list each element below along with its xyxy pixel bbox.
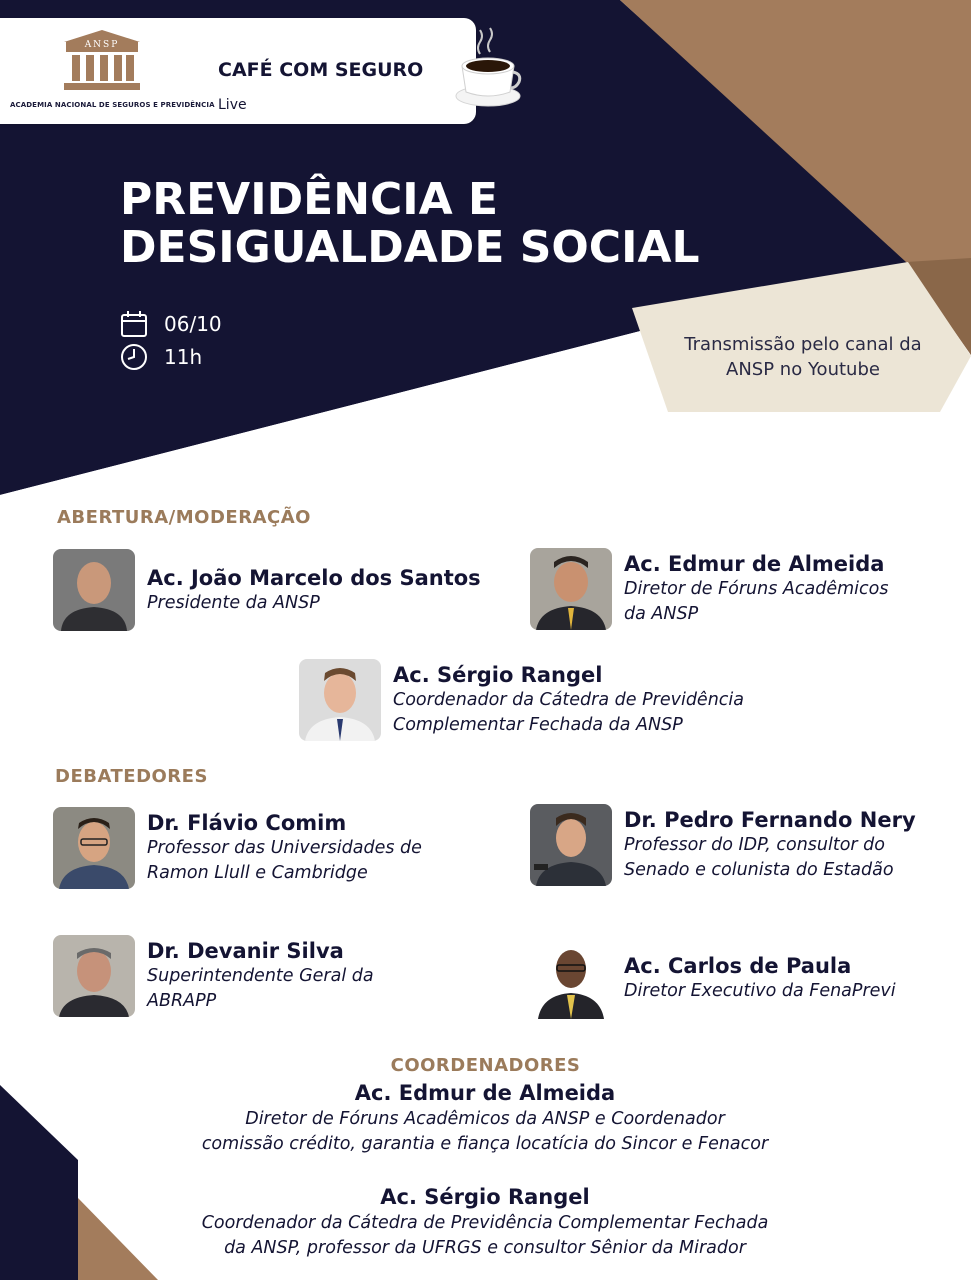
person-avatar-icon: [53, 549, 135, 631]
person-avatar-icon: [53, 935, 135, 1017]
coordinator-role-line2: comissão crédito, garantia e fiança locatícia do Sincor e Fenacor: [201, 1134, 769, 1154]
speaker-role: Superintendente Geral da: [147, 966, 374, 986]
speaker-role-line2: Complementar Fechada da ANSP: [393, 715, 683, 735]
coordinator-name: Ac. Edmur de Almeida: [354, 1081, 616, 1105]
event-title-line1: PREVIDÊNCIA E: [120, 174, 499, 225]
person-avatar-icon: [530, 548, 612, 630]
speaker-role: Diretor de Fóruns Acadêmicos: [624, 579, 889, 599]
speaker-role-line2: da ANSP: [624, 604, 699, 624]
speaker-photo: [530, 804, 612, 886]
transmission-note: Transmissão pelo canal da ANSP no Youtube: [684, 334, 922, 380]
date-row: [120, 310, 222, 338]
speaker-photo: [530, 548, 612, 630]
speaker-sergio-rangel: [299, 659, 744, 741]
section-heading-debaters: DEBATEDORES: [55, 766, 208, 787]
coordinator-role: Diretor de Fóruns Acadêmicos da ANSP e Coordenador: [245, 1109, 725, 1129]
debater-carlos-paula: [530, 937, 896, 1019]
speaker-role-line2: Ramon Llull e Cambridge: [147, 863, 368, 883]
logo-wordmark: ANSP: [84, 40, 120, 50]
speaker-role-line2: Senado e colunista do Estadão: [624, 860, 894, 880]
speaker-name: Dr. Flávio Comim: [147, 811, 347, 835]
speaker-name: Ac. Carlos de Paula: [624, 953, 852, 978]
speaker-name: Ac. Edmur de Almeida: [624, 552, 885, 576]
section-heading-opening: ABERTURA/MODERAÇÃO: [57, 507, 311, 528]
speaker-joao-marcelo: [53, 549, 481, 631]
speaker-role: Presidente da ANSP: [147, 592, 320, 613]
speaker-name: Dr. Pedro Fernando Nery: [624, 808, 916, 832]
org-name: ACADEMIA NACIONAL DE SEGUROS E PREVIDÊNCIA: [10, 101, 215, 109]
speaker-name: Ac. João Marcelo dos Santos: [147, 565, 481, 590]
speaker-photo: [53, 935, 135, 1017]
speaker-role: Professor do IDP, consultor do: [624, 835, 885, 855]
event-date: 06/10: [164, 312, 222, 336]
calendar-icon: [120, 310, 148, 338]
speaker-name: Dr. Devanir Silva: [147, 939, 344, 963]
coordinator-name: Ac. Sérgio Rangel: [380, 1185, 590, 1209]
coordinator-role-line2: da ANSP, professor da UFRGS e consultor Sênior da Mirador: [224, 1238, 746, 1258]
coordinator-role: Coordenador da Cátedra de Previdência Complementar Fechada: [201, 1213, 769, 1233]
logo-card: [0, 18, 476, 124]
speaker-photo: [53, 807, 135, 889]
person-avatar-icon: [530, 937, 612, 1019]
coordinator-sergio-rangel: [90, 1184, 880, 1261]
person-avatar-icon: [530, 804, 612, 886]
event-title: [120, 176, 700, 272]
series-title: CAFÉ COM SEGURO: [218, 59, 424, 81]
coffee-cup-icon: [452, 24, 522, 112]
speaker-role: Coordenador da Cátedra de Previdência: [393, 690, 744, 710]
speaker-photo: [299, 659, 381, 741]
time-row: [120, 343, 202, 371]
speaker-name: Ac. Sérgio Rangel: [393, 663, 603, 687]
speaker-photo: [530, 937, 612, 1019]
speaker-role-line2: ABRAPP: [147, 991, 217, 1011]
debater-devanir-silva: [53, 935, 374, 1017]
section-heading-coordinators: COORDENADORES: [390, 1055, 581, 1076]
event-title-line2: DESIGUALDADE SOCIAL: [120, 222, 700, 273]
person-avatar-icon: [53, 807, 135, 889]
coordinator-edmur-almeida: [90, 1080, 880, 1157]
series-subtitle: Live: [218, 97, 247, 113]
speaker-edmur-almeida: [530, 548, 888, 630]
speaker-role: Diretor Executivo da FenaPrevi: [624, 980, 896, 1001]
event-time: 11h: [164, 345, 203, 369]
ansp-logo-icon: [62, 28, 142, 92]
navy-bottom-corner: [0, 1085, 78, 1280]
speaker-photo: [53, 549, 135, 631]
debater-flavio-comim: [53, 807, 422, 889]
speaker-role: Professor das Universidades de: [147, 838, 422, 858]
person-avatar-icon: [299, 659, 381, 741]
debater-pedro-nery: [530, 804, 916, 886]
clock-icon: [120, 343, 148, 371]
